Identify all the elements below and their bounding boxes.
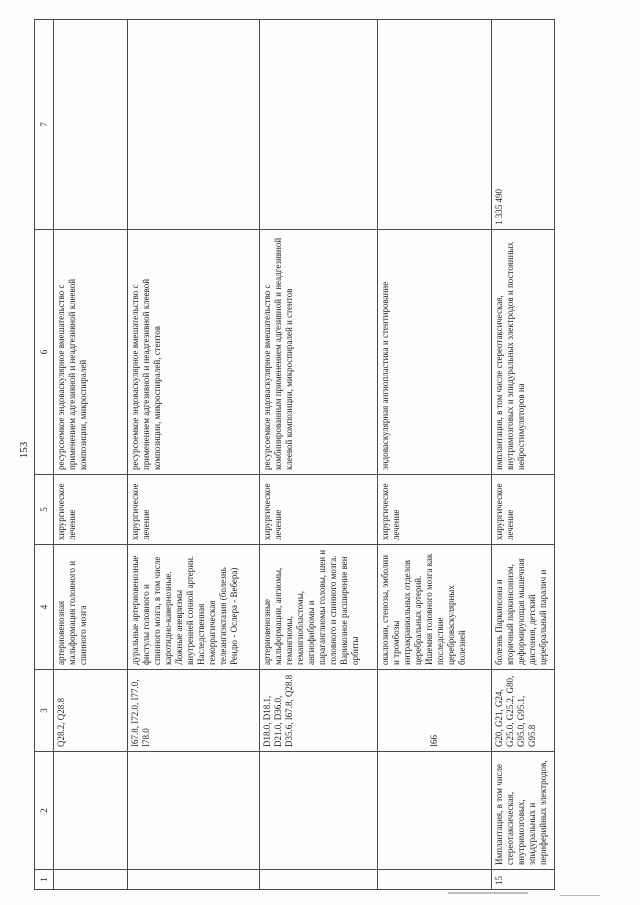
column-header-5: 5 [35,475,54,545]
medical-care-table [34,19,555,890]
cost-cell [378,20,492,230]
page-number: 153 [18,441,30,459]
care-type-cell [128,752,260,870]
treatment-method-cell: имплантация, в том числе стереотаксическая, внутримозговых и эпидуральных электродов и постоянных нейростимуляторов на [492,230,555,475]
table-row [128,20,260,890]
treatment-type-cell: хирургическое лечение [54,475,128,545]
diagnosis-cell: артериовенозные мальформации, ангиомы, гемангиомы, гемангиобластомы, ангиофибромы и параганглиомы головы, шеи и головного и спинного мозга. Варикозное расширение вен орбиты [260,545,378,670]
column-header-4: 4 [35,545,54,670]
care-type-cell [54,752,128,870]
table-row [260,20,378,890]
row-number-cell [54,870,128,890]
icd-codes-cell: D18.0, D18.1, D21.0, D36.0, D35.6, I67.8, Q28.8 [260,670,378,752]
table-row [492,20,555,890]
scan-artifact [560,895,600,896]
treatment-type-cell: хирургическое лечение [492,475,555,545]
care-type-cell [378,752,492,870]
row-number-cell [128,870,260,890]
column-header-1: 1 [35,870,54,890]
column-number-row [35,20,54,890]
treatment-type-cell: хирургическое лечение [128,475,260,545]
rotated-table-region [15,20,548,890]
diagnosis-cell: окклюзии, стенозы, эмболии и тромбозы интракраниальных отделов церебральных артерий. Ишемия головного мозга как последствие цереброваскулярных болезней [378,545,492,670]
scan-artifact [448,892,528,894]
treatment-type-cell: хирургическое лечение [260,475,378,545]
treatment-method-cell: ресурсоемкое эндоваскулярное вмешательство с применением адгезивной и неадгезивной клеевой композиции, микроспиралей, стентов [128,230,260,475]
cost-cell [128,20,260,230]
cost-cell [54,20,128,230]
cost-cell: 1 335 490 [492,20,555,230]
care-type-cell [260,752,378,870]
treatment-method-cell: ресурсоемкое эндоваскулярное вмешательство с комбинированным применением адгезивной и неадгезивной клеевой композиции, микроспиралей и стентов [260,230,378,475]
diagnosis-cell: дуральные артериовенозные фистулы головного и спинного мозга, в том числе каротидно-кавернозные. Ложные аневризмы внутренней сонной артерии. Наследственная геморрагическая телеангиэктазия (болезнь Рендю - Ослера - Вебера) [128,545,260,670]
diagnosis-cell: болезнь Паркинсона и вторичный паркинсонизм, деформирующая мышечная дистония, детский церебральный паралич и [492,545,555,670]
column-header-2: 2 [35,752,54,870]
icd-codes-cell: I67.8, I72.0, I77.0, I78.0 [128,670,260,752]
row-number-cell [378,870,492,890]
table-row [378,20,492,890]
row-number-cell [260,870,378,890]
column-header-6: 6 [35,230,54,475]
icd-codes-cell: G20, G21, G24, G25.0, G25.2, G80, G95.0, G95.1, G95.8 [492,670,555,752]
row-number-cell: 15 [492,870,555,890]
treatment-method-cell: эндоваскулярная ангиопластика и стентирование [378,230,492,475]
icd-codes-cell: Q28.2, Q28.8 [54,670,128,752]
treatment-type-cell: хирургическое лечение [378,475,492,545]
icd-codes-cell: I66 [378,670,492,752]
treatment-method-cell: ресурсоемкое эндоваскулярное вмешательство с применением адгезивной и неадгезивной клеевой композиции, микроспиралей [54,230,128,475]
care-type-cell: Имплантация, в том числе стереотаксическая, внутримозговых, эпидуральных и периферийных электродов, [492,752,555,870]
column-header-3: 3 [35,670,54,752]
cost-cell [260,20,378,230]
column-header-7: 7 [35,20,54,230]
diagnosis-cell: артериовенозная мальформация головного и спинного мозга [54,545,128,670]
table-row [54,20,128,890]
